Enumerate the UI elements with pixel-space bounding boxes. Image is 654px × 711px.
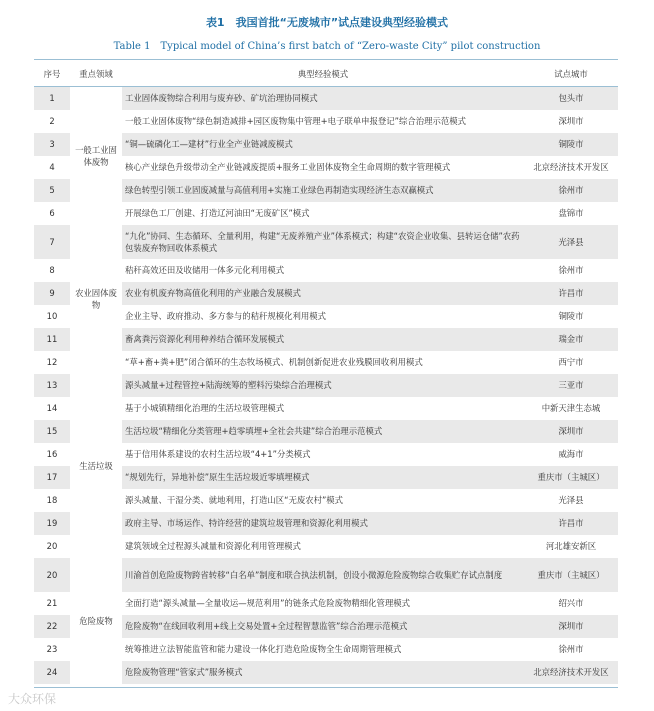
row-no: 17 (34, 466, 70, 489)
row-city: 威海市 (558, 449, 584, 459)
row-city: 深圳市 (524, 615, 618, 638)
row-no: 19 (34, 512, 70, 535)
row-model: 全面打造“源头减量—全量收运—规范利用”的链条式危险废物精细化管理模式 (125, 598, 411, 608)
table-row (34, 443, 618, 466)
row-model: 政府主导、市场运作、特许经营的建筑垃圾管理和资源化利用模式 (122, 512, 524, 535)
row-city: 铜陵市 (558, 311, 584, 321)
row-model: “草+畜+粪+肥”闭合循环的生态牧场模式、机制创新促进农业残膜回收利用模式 (125, 357, 423, 367)
row-model: 畜禽粪污资源化利用种养结合循环发展模式 (122, 328, 524, 351)
row-model: 农业有机废弃物高值化利用的产业融合发展模式 (122, 282, 524, 305)
row-model: 基于小城镇精细化治理的生活垃圾管理模式 (125, 403, 285, 413)
table-row (34, 512, 618, 535)
table-row (34, 328, 618, 351)
watermark: 大众环保 (8, 692, 57, 706)
header-model: 典型经验模式 (122, 62, 524, 87)
row-model: “铜—硫磷化工—建材”行业全产业链减废模式 (122, 133, 524, 156)
row-no: 22 (34, 615, 70, 638)
category-hazardous: 危险废物 (79, 615, 113, 626)
header-city: 试点城市 (524, 62, 618, 87)
row-city: 许昌市 (524, 512, 618, 535)
table-row (34, 179, 618, 202)
row-no: 4 (49, 162, 55, 172)
row-city: 徐州市 (524, 179, 618, 202)
table-caption-en: Table 1 Typical model of China’s first batch of “Zero-waste City” pilot construction (113, 41, 541, 52)
category-household: 生活垃圾 (79, 460, 113, 471)
category-cell (70, 87, 122, 225)
row-city: 西宁市 (558, 357, 584, 367)
row-model: 企业主导、政府推动、多方参与的秸秆规模化利用模式 (125, 311, 326, 321)
row-model: 建筑领域全过程源头减量和资源化利用管理模式 (125, 541, 301, 551)
row-no: 20 (46, 541, 58, 551)
row-no: 21 (46, 598, 58, 608)
table-row (34, 592, 618, 615)
table-row (34, 225, 618, 259)
row-no: 12 (46, 357, 58, 367)
row-no: 1 (34, 87, 70, 110)
table-row (34, 638, 618, 661)
row-no: 3 (34, 133, 70, 156)
row-city: 深圳市 (524, 420, 618, 443)
row-model: 川渝首创危险废物跨省转移“白名单”制度和联合执法机制，创设小微源危险废物综合收集贮存试点制度 (122, 558, 524, 592)
row-no: 24 (34, 661, 70, 684)
table-caption-cn: 表1 我国首批“无废城市”试点建设典型经验模式 (205, 16, 449, 29)
row-model: 基于信用体系建设的农村生活垃圾“4+1”分类模式 (125, 449, 311, 459)
row-no: 18 (46, 495, 58, 505)
table-row (34, 305, 618, 328)
table-row (34, 558, 618, 592)
row-model: “九化”协同、生态循环、全量利用，构建“无废养殖产业”体系模式；构建“农资企业收集、县转运仓储”农药包装废弃物回收体系模式 (122, 225, 524, 259)
row-city: 盘锦市 (558, 208, 584, 218)
table-row (34, 202, 618, 225)
row-model: 工业固体废物综合利用与废弃砂、矿坑治理协同模式 (122, 87, 524, 110)
row-model: 统筹推进立法智能监管和能力建设一体化打造危险废物全生命周期管理模式 (125, 644, 402, 654)
table-row (34, 110, 618, 133)
row-no: 7 (34, 225, 70, 259)
table-row (34, 489, 618, 512)
table-header-row (34, 62, 618, 87)
table-row (34, 351, 618, 374)
row-no: 13 (34, 374, 70, 397)
category-cell (70, 374, 122, 558)
table-row (34, 87, 618, 110)
row-model: “规划先行，异地补偿”原生生活垃圾近零填埋模式 (122, 466, 524, 489)
pilot-model-table (34, 62, 618, 684)
row-city: 瑞金市 (524, 328, 618, 351)
row-city: 许昌市 (524, 282, 618, 305)
row-no: 2 (49, 116, 55, 126)
table-row (34, 374, 618, 397)
row-model: 绿色转型引领工业固废减量与高值利用+实施工业绿色再制造实现经济生态双赢模式 (122, 179, 524, 202)
table-row (34, 133, 618, 156)
row-city: 三亚市 (524, 374, 618, 397)
row-city: 重庆市（主城区） (524, 558, 618, 592)
category-agricultural: 农业固体废物 (75, 288, 117, 310)
row-no: 9 (34, 282, 70, 305)
table-row (34, 156, 618, 179)
table-row (34, 466, 618, 489)
row-no: 20 (34, 558, 70, 592)
header-no: 序号 (34, 62, 70, 87)
row-city: 深圳市 (558, 116, 584, 126)
table-row (34, 420, 618, 443)
row-no: 5 (34, 179, 70, 202)
row-no: 6 (49, 208, 55, 218)
row-model: 危险废物管理“管家式”服务模式 (122, 661, 524, 684)
row-no: 14 (46, 403, 58, 413)
row-no: 10 (46, 311, 58, 321)
table-row (34, 397, 618, 420)
row-model: 一般工业固体废物“绿色制造减排+园区废物集中管理+电子联单申报登记”综合治理示范模式 (125, 116, 466, 126)
row-city: 绍兴市 (558, 598, 584, 608)
row-city: 光泽县 (558, 495, 584, 505)
row-city: 包头市 (524, 87, 618, 110)
row-model: 源头减量、干湿分类、就地利用，打造山区“无废农村”模式 (125, 495, 344, 505)
header-category: 重点领域 (70, 62, 122, 87)
row-model: 危险废物“在线回收利用+线上交易处置+全过程智慧监管”综合治理示范模式 (122, 615, 524, 638)
row-no: 11 (34, 328, 70, 351)
table-row (34, 282, 618, 305)
row-no: 16 (46, 449, 58, 459)
row-model: 秸秆高效还田及收储用一体多元化利用模式 (125, 265, 285, 275)
table-row (34, 535, 618, 558)
row-no: 15 (34, 420, 70, 443)
row-city: 北京经济技术开发区 (524, 661, 618, 684)
row-city: 中新天津生态城 (541, 403, 601, 413)
category-cell (70, 558, 122, 684)
row-city: 北京经济技术开发区 (533, 162, 609, 172)
row-model: 开展绿色工厂创建、打造辽河油田“无废矿区”模式 (125, 208, 310, 218)
row-no: 8 (49, 265, 55, 275)
row-no: 23 (46, 644, 58, 654)
category-industrial: 一般工业固体废物 (75, 144, 117, 167)
row-city: 徐州市 (558, 644, 584, 654)
bottom-rule (34, 687, 618, 688)
row-city: 光泽县 (524, 225, 618, 259)
row-city: 河北雄安新区 (545, 541, 597, 551)
category-cell (70, 225, 122, 374)
table-row (34, 259, 618, 282)
row-city: 铜陵市 (524, 133, 618, 156)
row-model: 核心产业绿色升级带动全产业链减废提质+服务工业固体废物全生命周期的数字管理模式 (125, 162, 451, 172)
table-row (34, 661, 618, 684)
row-model: 生活垃圾“精细化分类管理+趋零填埋+全社会共建”综合治理示范模式 (122, 420, 524, 443)
row-model: 源头减量+过程管控+陆海统筹的塑料污染综合治理模式 (122, 374, 524, 397)
top-rule (34, 59, 618, 60)
row-city: 重庆市（主城区） (524, 466, 618, 489)
row-city: 徐州市 (558, 265, 584, 275)
table-row (34, 615, 618, 638)
